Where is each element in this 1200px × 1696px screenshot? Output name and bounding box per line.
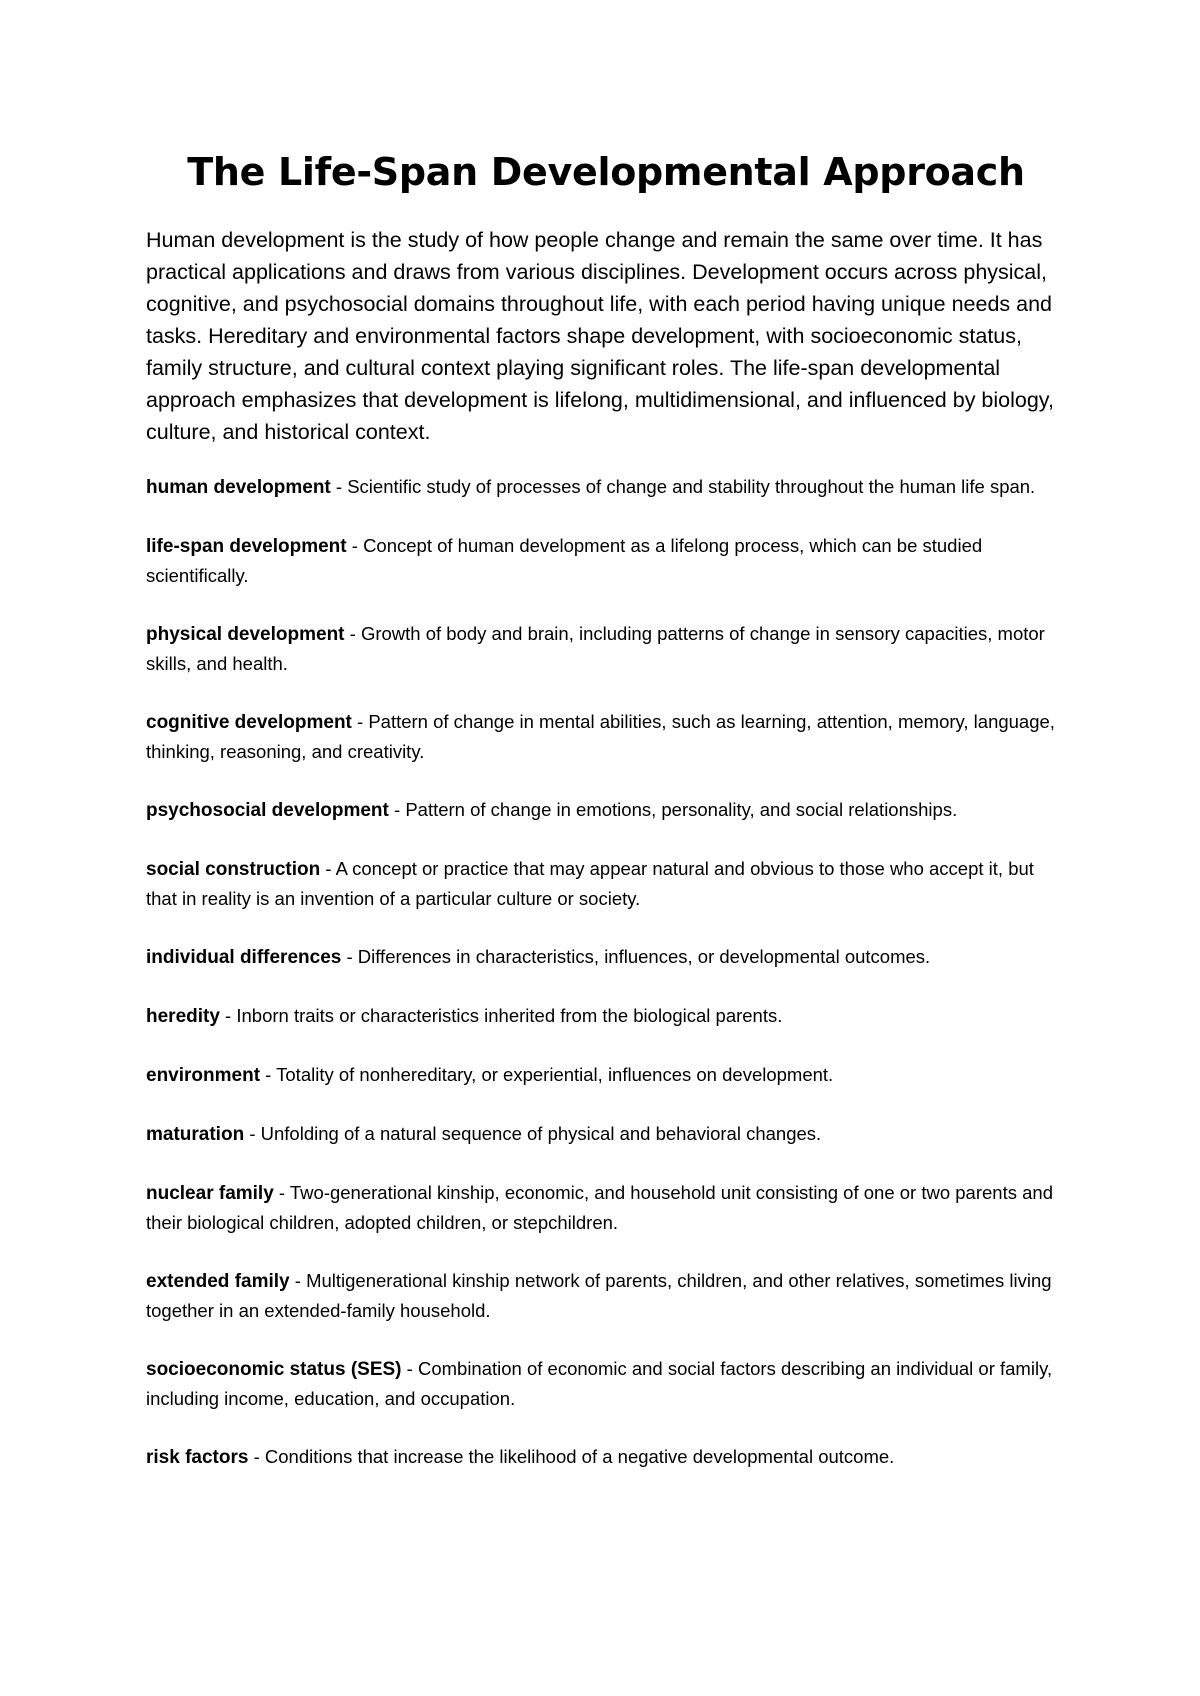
definition-term: life-span development xyxy=(146,536,347,557)
definition-separator: - xyxy=(346,535,364,556)
definition-text: Differences in characteristics, influences, or developmental outcomes. xyxy=(357,946,931,967)
definition-separator: - xyxy=(330,476,348,497)
page-title: The Life-Span Developmental Approach xyxy=(187,150,1025,194)
definition-separator: - xyxy=(341,946,358,967)
definition-text: Growth of body and brain, including patterns of change in sensory capacities, motor skills, and health. xyxy=(146,623,1045,674)
definition-separator: - xyxy=(401,1358,418,1379)
definition-term: human development xyxy=(146,477,331,498)
definition-text: Inborn traits or characteristics inherited from the biological parents. xyxy=(236,1005,783,1026)
definition-item xyxy=(146,531,1066,590)
definition-separator: - xyxy=(289,1270,307,1291)
definition-item xyxy=(146,619,1066,678)
definition-item xyxy=(146,942,1066,972)
definition-separator: - xyxy=(388,799,406,820)
definition-text: Scientific study of processes of change and stability throughout the human life span. xyxy=(347,476,1036,497)
definition-text: Pattern of change in emotions, personality, and social relationships. xyxy=(405,799,958,820)
definition-item xyxy=(146,1178,1066,1237)
definition-separator: - xyxy=(260,1064,277,1085)
definition-separator: - xyxy=(344,623,361,644)
document-page xyxy=(146,150,1066,1501)
definition-item xyxy=(146,795,1066,825)
definition-text: Multigenerational kinship network of parents, children, and other relatives, sometimes living together in an extended-family household. xyxy=(146,1270,1052,1321)
definition-item xyxy=(146,1354,1066,1413)
definition-term: individual differences xyxy=(146,947,342,968)
definition-text: Combination of economic and social factors describing an individual or family, including income, education, and occupation. xyxy=(146,1358,1053,1409)
definition-item xyxy=(146,1442,1066,1472)
definition-separator: - xyxy=(320,858,336,879)
intro-paragraph: Human development is the study of how people change and remain the same over time. It has practical applications and draws from various disciplines. Development occurs across physical, cognitive, and psychosocial domains throughout life, with each period having unique needs and tasks. Hereditary and environmental factors shape development, with socioeconomic status, family structure, and cultural context playing significant roles. The life-span developmental approach emphasizes that development is lifelong, multidimensional, and influenced by biology, culture, and historical context. xyxy=(146,228,1054,444)
definition-term: maturation xyxy=(146,1124,245,1145)
definition-separator: - xyxy=(248,1446,265,1467)
definition-term: cognitive development xyxy=(146,712,352,733)
definition-separator: - xyxy=(351,711,369,732)
definition-term: social construction xyxy=(146,859,321,880)
definition-text: Concept of human development as a lifelong process, which can be studied scientifically. xyxy=(146,535,983,586)
definition-item xyxy=(146,707,1066,766)
definition-term: nuclear family xyxy=(146,1183,274,1204)
definition-item xyxy=(146,1001,1066,1031)
definition-term: psychosocial development xyxy=(146,800,389,821)
definition-term: risk factors xyxy=(146,1447,249,1468)
definition-separator: - xyxy=(219,1005,237,1026)
definition-item xyxy=(146,1060,1066,1090)
definition-term: heredity xyxy=(146,1006,220,1027)
definition-item xyxy=(146,854,1066,913)
definition-text: A concept or practice that may appear natural and obvious to those who accept it, but that in reality is an invention of a particular culture or society. xyxy=(146,858,1034,909)
definition-separator: - xyxy=(273,1182,290,1203)
definition-item xyxy=(146,1266,1066,1325)
definition-term: socioeconomic status (SES) xyxy=(146,1359,402,1380)
definition-text: Pattern of change in mental abilities, such as learning, attention, memory, language, thinking, reasoning, and creativity. xyxy=(146,711,1055,762)
definition-item xyxy=(146,472,1066,502)
definition-term: extended family xyxy=(146,1271,290,1292)
definition-term: physical development xyxy=(146,624,345,645)
definition-text: Two-generational kinship, economic, and household unit consisting of one or two parents and their biological children, adopted children, or stepchildren. xyxy=(146,1182,1053,1233)
definition-term: environment xyxy=(146,1065,261,1086)
definition-text: Totality of nonhereditary, or experiential, influences on development. xyxy=(276,1064,834,1085)
definition-separator: - xyxy=(244,1123,261,1144)
definition-text: Unfolding of a natural sequence of physical and behavioral changes. xyxy=(260,1123,822,1144)
definition-item xyxy=(146,1119,1066,1149)
definition-text: Conditions that increase the likelihood of a negative developmental outcome. xyxy=(264,1446,895,1467)
